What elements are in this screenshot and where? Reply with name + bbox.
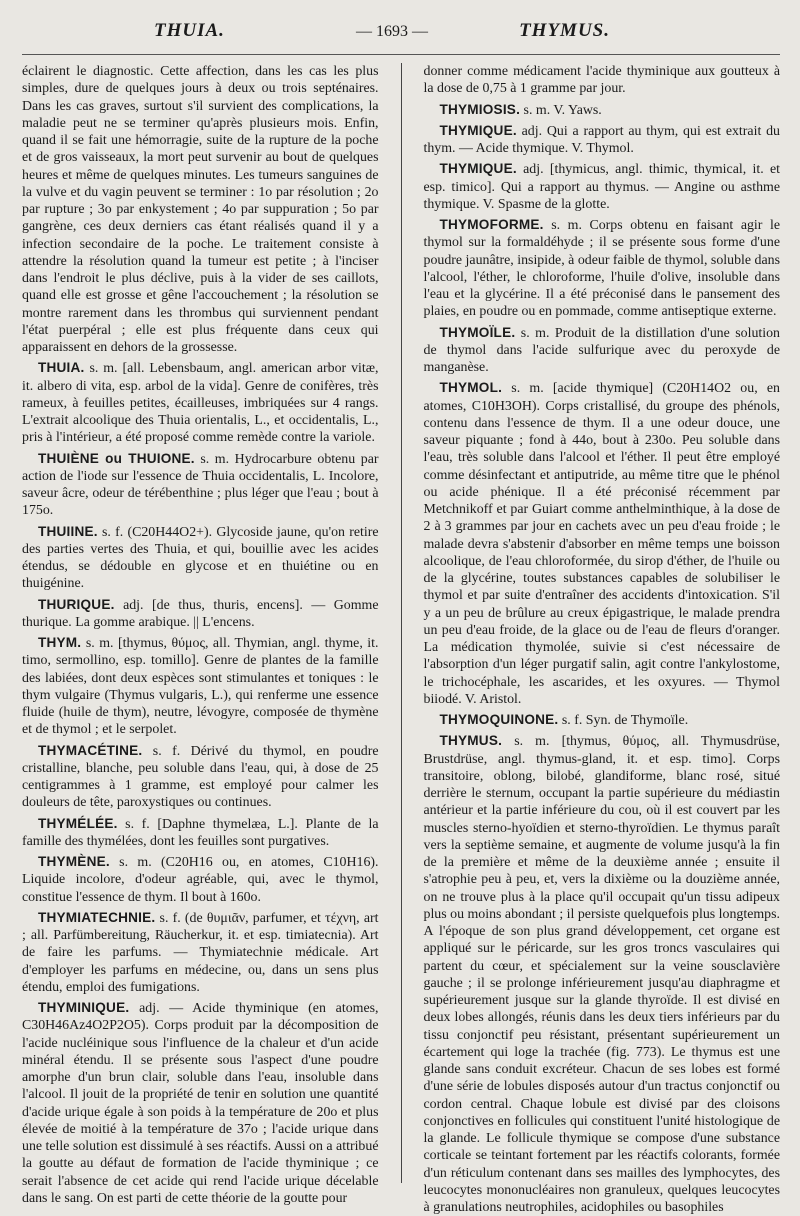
column-divider xyxy=(401,63,402,1183)
dictionary-entry xyxy=(22,815,379,851)
entry-headword: THUIINE. xyxy=(38,523,98,539)
entry-body: s. f. (C20H44O2+). Glycoside jaune, qu'on retire des parties vertes des Thuia, et qui, bouillie avec les acides étendus, se dédouble en glycose et en thuiétine ou en thuigénine. xyxy=(22,524,379,592)
entry-body: s. f. (de θυμιᾶν, parfumer, et τέχνη, art ; all. Parfümbereitung, Räucherkur, it. et esp. timiatecnia). Art de faire les parfums. — Thymiatechnie médicale. Art d'employer les parfums en médecine, ou, dans un sens plus étendu, emploi des fumigations. xyxy=(22,910,379,995)
right-column xyxy=(423,63,781,1215)
dictionary-entry xyxy=(22,450,379,520)
entry-body: s. m. Hydrocarbure obtenu par action de l'iode sur l'essence de Thuia occidentalis, L. Incolore, saveur âcre, odeur de térébenthine ; plus léger que l'eau ; bout à 175o. xyxy=(22,451,379,519)
entry-body: adj. Qui a rapport au thym, qui est extrait du thym. — Acide thymique. V. Thymol. xyxy=(423,123,780,156)
entry-headword: THUIÈNE ou THUIONE. xyxy=(38,450,195,466)
entry-body: éclairent le diagnostic. Cette affection, dans les cas les plus simples, dure de quelques jours à deux ou trois septénaires. Dans les cas graves, surtout s'il survient des complications, la maladie peut ne se terminer qu'après plusieurs mois. Enfin, quand il se fait une hémorragie, suite de la rupture de la poche et de gros vaisseaux, la mort peut survenir au bout de quelques heures et même de quelques minutes. Les tumeurs sanguines de la vulve et du vagin peuvent se terminer : 1o par résolution ; 2o par rupture ; 3o par enkystement ; 4o par suppuration ; 5o par gangrène, ces deux derniers cas étant réalisés quand il y a infection secondaire de la poche. Le traitement consiste à attendre la résolution quand la tumeur est petite ; à l'inciser dans l'endroit le plus déclive, puis à la vider de ses caillots, quand elle est grosse et gêne l'accouchement ; la résolution se montre rarement dans les thrombus qui surviennent pendant l'état puerpéral ; elle est plus fréquente dans ceux qui apparaissent en dehors de la grossesse. xyxy=(22,64,379,355)
dictionary-entry xyxy=(424,324,781,377)
entry-headword: THYMIOSIS. xyxy=(439,101,521,117)
dictionary-entry xyxy=(22,853,379,906)
dictionary-entry xyxy=(22,634,379,739)
entry-headword: THYMOL. xyxy=(439,380,503,396)
entry-body: s. f. [Daphne thymelæa, L.]. Plante de la famille des thymélées, dont les feuilles sont purgatives. xyxy=(22,816,379,849)
entry-body: s. f. Dérivé du thymol, en poudre cristalline, blanche, peu soluble dans l'eau, qui, à dose de 25 centigrammes à 1 gramme, est employé pour calmer les douleurs de tête, paroxystiques ou continues. xyxy=(22,743,379,811)
entry-body: donner comme médicament l'acide thyminique aux goutteux à la dose de 0,75 à 1 gramme par jour. xyxy=(423,64,780,97)
entry-headword: THYMOÏLE. xyxy=(439,324,516,340)
dictionary-entry xyxy=(424,216,781,321)
entry-body: s. m. [all. Lebensbaum, angl. american arbor vitæ, it. albero di vita, esp. arbol de la vida]. Genre de conifères, très rameux, à feuilles petites, écailleuses, imbriquées sur 4 rangs. L'extrait alcoolique des Thuia orientalis, L., et occidentalis, L., pris à l'intérieur, a été proposé comme remède contre la variole. xyxy=(22,361,379,446)
dictionary-entry xyxy=(22,359,379,446)
entry-headword: THURIQUE. xyxy=(38,596,115,612)
running-head-left: THUIA. xyxy=(154,20,225,41)
entry-headword: THYMOQUINONE. xyxy=(439,712,559,727)
entry-body: s. m. [thymus, θύμος, all. Thymian, angl. thyme, it. timo, sermollino, esp. tomillo]. Genre de plantes de la famille des labiées, dont deux espèces sont stimulantes et toniques : le thym vulgaire (Thymus vulgaris, L.), qui renferme une essence fluide (huile de thym), neutre, lévogyre, composée de thymène et de thymol ; et le serpolet. xyxy=(22,636,379,738)
dictionary-entry xyxy=(22,523,379,593)
entry-headword: THYMIQUE. xyxy=(439,161,517,177)
dictionary-entry xyxy=(424,101,781,119)
entry-headword: THYMÈNE. xyxy=(38,854,110,869)
entry-headword: THYMACÉTINE. xyxy=(38,742,143,758)
entry-headword: THUIA. xyxy=(38,360,85,376)
continued-paragraph xyxy=(22,63,379,356)
entry-headword: THYMÉLÉE. xyxy=(38,815,118,831)
dictionary-entry xyxy=(424,379,781,708)
entry-body: adj. — Acide thyminique (en atomes, C30H46Az4O2P2O5). Corps produit par la décomposition de l'acide nucléinique sous l'influence de la chaleur et d'un acide minéral étendu. Il se présente sous l'aspect d'une poudre amorphe d'un brun clair, soluble dans l'eau, insoluble dans l'alcool. Il jouit de la propriété de tenir en solution une quantité d'acide urique égale à son poids à la température de 20o et plus élevée de moitié à la température de 37o ; l'acide urique dans une telle solution est dissimulé à ses réactifs. Aussi on a attribué la goutte au défaut de formation de l'acide thyminique ; ce serait l'absence de cet acide qui rend l'acide urique décelable dans le sang. On est parti de cette théorie de la goutte pour xyxy=(22,1001,379,1206)
dictionary-entry xyxy=(424,711,781,729)
entry-body: s. m. [thymus, θύμος, all. Thymusdrüse, Brustdrüse, angl. thymus-gland, it. et esp. timo]. Corps transitoire, oblong, bilobé, glandiforme, blanc rosé, situé derrière le sternum, occupant la partie supérieure du médiastin antérieur et la partie inférieure du cou, où il est couvert par les muscles sterno-hyoïdien et sterno-thyroïdien. Le thymus paraît vers la septième semaine, et augmente de volume jusqu'à la fin de la première et même de la deuxième année ; ensuite il s'atrophie peu à peu, et, vers la dixième ou la douzième année, on ne trouve plus à la place qu'il occupait qu'un tissu adipeux plus ou moins abondant ; il persiste quelquefois plus longtemps. A l'époque de son plus grand développement, cet organe est appliqué sur le péricarde, sur les gros troncs vasculaires qui partent du cœur, et spécialement sur la veine sousclavière gauche ; il se prolonge inférieurement jusqu'au diaphragme et supérieurement jusque sur la glande thyroïde. Il est divisé en deux lobes allongés, réunis dans les deux tiers inférieurs par du tissu conjonctif peu résistant, présentant supérieurement un écartement qui loge la trachée (fig. 773). Le thymus est une glande sans conduit excréteur. Chacun de ses lobes est formé d'une série de lobules disposés autour d'un tractus conjonctif ou cordon central. Chaque lobule est divisé par des cloisons conjonctives en follicules qui constituent l'unité histologique de la glande. Le follicule thymique se compose d'une substance corticale se teintant fortement par les réactifs colorants, formée d'un réticulum contenant dans ses mailles des lymphocytes, des leucocytes mononucléaires non granuleux, quelques leucocytes à granulations neutrophiles, acidophiles ou basophiles xyxy=(423,734,780,1215)
page-number: — 1693 — xyxy=(356,23,428,40)
entry-headword: THYMINIQUE. xyxy=(38,1000,130,1015)
entry-body: s. m. [acide thymique] (C20H14O2 ou, en atomes, C10H3OH). Corps cristallisé, du groupe des phénols, contenu dans l'essence de thym. Il a une odeur douce, une saveur piquante ; fond à 44o, bout à 230o. Peu soluble dans l'eau, très soluble dans l'alcool et l'éther. Il peut être employé comme désinfectant et antiputride, au même titre que le phénol ou acide phénique. Il a été préconisé récemment par Metchnikoff et par Guiart comme anthelminthique, à la dose de 2 à 3 grammes par jour en cachets avec un peu d'eau froide ; le malade devra s'abstenir d'absorber en même temps une boisson alcoolique, de l'eau chloroformée, du sirop d'éther, de l'huile ou de la glycérine, toutes substances capables de solubiliser le thymol et par suite d'entraîner des accidents d'intoxication. S'il y a un peu de brûlure au creux épigastrique, le malade prendra un peu d'eau froide, de la glace ou de l'eau de fleurs d'oranger. La médication thymolée, suivie si c'est nécessaire de l'absorption d'un léger purgatif salin, agit contre l'ankylostome, le trichocéphale, les ascarides, et les oxyures. — Thymol biiodé. V. Aristol. xyxy=(423,381,780,707)
entry-body: s. m. Produit de la distillation d'une solution de thymol dans l'acide sulfurique avec du peroxyde de manganèse. xyxy=(423,325,780,375)
entry-body: s. m. (C20H16 ou, en atomes, C10H16). Liquide incolore, d'odeur agréable, qui, avec le thymol, constitue l'essence de thym. Il bout à 160o. xyxy=(22,855,379,905)
page-header xyxy=(22,20,780,55)
entry-headword: THYM. xyxy=(38,635,82,650)
dictionary-entry xyxy=(22,596,379,632)
dictionary-entry xyxy=(424,160,781,213)
entry-headword: THYMIQUE. xyxy=(439,122,517,138)
text-columns xyxy=(22,63,780,1215)
entry-body: adj. [de thus, thuris, encens]. — Gomme thurique. La gomme arabique. || L'encens. xyxy=(22,597,379,630)
entry-headword: THYMOFORME. xyxy=(439,217,544,232)
entry-body: s. f. Syn. de Thymoïle. xyxy=(558,713,689,728)
entry-headword: THYMUS. xyxy=(439,733,503,749)
dictionary-entry xyxy=(424,732,781,1216)
dictionary-entry xyxy=(424,122,781,158)
continued-paragraph xyxy=(424,63,781,98)
entry-body: s. m. Corps obtenu en faisant agir le thymol sur la formaldéhyde ; il se présente sous forme d'une poudre jaunâtre, insipide, à odeur faible de thymol, soluble dans l'alcool, l'éther, le chloroforme, l'huile d'olive, insoluble dans l'eau et la glycérine. Il a été préconisé dans le pansement des plaies, en poudre ou en pommade, comme antiseptique externe. xyxy=(423,218,780,320)
entry-body: s. m. V. Yaws. xyxy=(520,102,602,118)
dictionary-entry xyxy=(22,909,379,996)
entry-headword: THYMIATECHNIE. xyxy=(38,909,156,925)
left-column xyxy=(22,63,379,1206)
dictionary-entry xyxy=(22,742,379,812)
dictionary-entry xyxy=(22,999,379,1207)
running-head-right: THYMUS. xyxy=(519,20,610,41)
entry-body: adj. [thymicus, angl. thimic, thymical, it. et esp. timico]. Qui a rapport au thymus. — Angine ou asthme thymique. V. Spasme de la glotte. xyxy=(423,162,780,212)
